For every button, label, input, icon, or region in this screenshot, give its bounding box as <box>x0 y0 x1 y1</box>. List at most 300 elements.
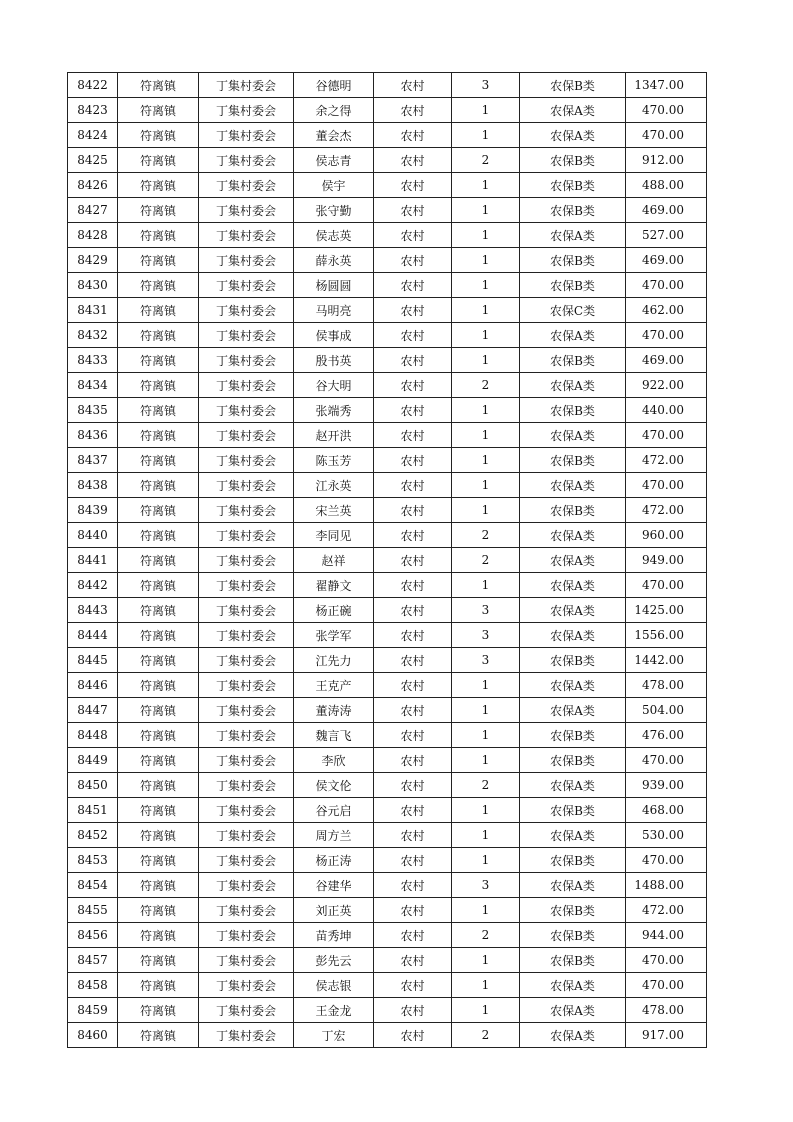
table-row <box>68 223 707 248</box>
town-cell: 符离镇 <box>118 398 199 423</box>
village-committee-cell: 丁集村委会 <box>199 623 294 648</box>
insurance-category-cell: 农保A类 <box>520 673 626 698</box>
name-cell: 薛永英 <box>294 248 374 273</box>
village-committee-cell: 丁集村委会 <box>199 398 294 423</box>
village-committee-cell: 丁集村委会 <box>199 998 294 1023</box>
amount-cell: 470.00 <box>626 748 707 773</box>
area-type-cell: 农村 <box>374 373 452 398</box>
insurance-category-cell: 农保B类 <box>520 248 626 273</box>
data-sheet <box>67 72 707 1048</box>
insurance-category-cell: 农保A类 <box>520 823 626 848</box>
area-type-cell: 农村 <box>374 948 452 973</box>
town-cell: 符离镇 <box>118 948 199 973</box>
area-type-cell: 农村 <box>374 773 452 798</box>
town-cell: 符离镇 <box>118 423 199 448</box>
name-cell: 彭先云 <box>294 948 374 973</box>
town-cell: 符离镇 <box>118 973 199 998</box>
row-id-cell: 8439 <box>68 498 118 523</box>
table-row <box>68 173 707 198</box>
insurance-category-cell: 农保B类 <box>520 198 626 223</box>
name-cell: 谷建华 <box>294 873 374 898</box>
row-id-cell: 8443 <box>68 598 118 623</box>
name-cell: 周方兰 <box>294 823 374 848</box>
table-body <box>68 73 707 1048</box>
village-committee-cell: 丁集村委会 <box>199 423 294 448</box>
amount-cell: 922.00 <box>626 373 707 398</box>
row-id-cell: 8432 <box>68 323 118 348</box>
name-cell: 魏言飞 <box>294 723 374 748</box>
area-type-cell: 农村 <box>374 748 452 773</box>
household-count-cell: 1 <box>452 98 520 123</box>
row-id-cell: 8430 <box>68 273 118 298</box>
household-count-cell: 1 <box>452 473 520 498</box>
household-count-cell: 1 <box>452 673 520 698</box>
household-count-cell: 1 <box>452 973 520 998</box>
table-row <box>68 298 707 323</box>
insurance-category-cell: 农保A类 <box>520 223 626 248</box>
area-type-cell: 农村 <box>374 448 452 473</box>
town-cell: 符离镇 <box>118 248 199 273</box>
household-count-cell: 3 <box>452 873 520 898</box>
area-type-cell: 农村 <box>374 823 452 848</box>
insurance-category-cell: 农保B类 <box>520 148 626 173</box>
village-committee-cell: 丁集村委会 <box>199 598 294 623</box>
insurance-category-cell: 农保A类 <box>520 123 626 148</box>
town-cell: 符离镇 <box>118 1023 199 1048</box>
household-count-cell: 1 <box>452 348 520 373</box>
amount-cell: 527.00 <box>626 223 707 248</box>
household-count-cell: 1 <box>452 948 520 973</box>
row-id-cell: 8451 <box>68 798 118 823</box>
table-row <box>68 1023 707 1048</box>
name-cell: 赵开洪 <box>294 423 374 448</box>
row-id-cell: 8445 <box>68 648 118 673</box>
town-cell: 符离镇 <box>118 273 199 298</box>
name-cell: 王克产 <box>294 673 374 698</box>
row-id-cell: 8425 <box>68 148 118 173</box>
town-cell: 符离镇 <box>118 898 199 923</box>
amount-cell: 462.00 <box>626 298 707 323</box>
village-committee-cell: 丁集村委会 <box>199 948 294 973</box>
village-committee-cell: 丁集村委会 <box>199 373 294 398</box>
village-committee-cell: 丁集村委会 <box>199 323 294 348</box>
household-count-cell: 1 <box>452 198 520 223</box>
insurance-category-cell: 农保B类 <box>520 848 626 873</box>
town-cell: 符离镇 <box>118 673 199 698</box>
table-row <box>68 373 707 398</box>
amount-cell: 1347.00 <box>626 73 707 98</box>
table-row <box>68 598 707 623</box>
insurance-category-cell: 农保A类 <box>520 623 626 648</box>
village-committee-cell: 丁集村委会 <box>199 1023 294 1048</box>
row-id-cell: 8437 <box>68 448 118 473</box>
town-cell: 符离镇 <box>118 998 199 1023</box>
row-id-cell: 8424 <box>68 123 118 148</box>
insurance-category-cell: 农保A类 <box>520 1023 626 1048</box>
household-count-cell: 1 <box>452 248 520 273</box>
village-committee-cell: 丁集村委会 <box>199 873 294 898</box>
household-count-cell: 1 <box>452 748 520 773</box>
area-type-cell: 农村 <box>374 123 452 148</box>
name-cell: 陈玉芳 <box>294 448 374 473</box>
area-type-cell: 农村 <box>374 298 452 323</box>
town-cell: 符离镇 <box>118 323 199 348</box>
amount-cell: 917.00 <box>626 1023 707 1048</box>
area-type-cell: 农村 <box>374 223 452 248</box>
town-cell: 符离镇 <box>118 773 199 798</box>
row-id-cell: 8428 <box>68 223 118 248</box>
amount-cell: 470.00 <box>626 848 707 873</box>
amount-cell: 912.00 <box>626 148 707 173</box>
insurance-category-cell: 农保A类 <box>520 698 626 723</box>
name-cell: 李欣 <box>294 748 374 773</box>
area-type-cell: 农村 <box>374 923 452 948</box>
table-row <box>68 473 707 498</box>
area-type-cell: 农村 <box>374 173 452 198</box>
table-row <box>68 973 707 998</box>
amount-cell: 960.00 <box>626 523 707 548</box>
row-id-cell: 8447 <box>68 698 118 723</box>
household-count-cell: 2 <box>452 523 520 548</box>
amount-cell: 504.00 <box>626 698 707 723</box>
amount-cell: 1488.00 <box>626 873 707 898</box>
household-count-cell: 1 <box>452 123 520 148</box>
row-id-cell: 8457 <box>68 948 118 973</box>
household-count-cell: 3 <box>452 623 520 648</box>
row-id-cell: 8456 <box>68 923 118 948</box>
village-committee-cell: 丁集村委会 <box>199 348 294 373</box>
insurance-category-cell: 农保B类 <box>520 798 626 823</box>
insurance-category-cell: 农保A类 <box>520 423 626 448</box>
name-cell: 杨圆圆 <box>294 273 374 298</box>
town-cell: 符离镇 <box>118 448 199 473</box>
town-cell: 符离镇 <box>118 573 199 598</box>
table-row <box>68 798 707 823</box>
town-cell: 符离镇 <box>118 748 199 773</box>
area-type-cell: 农村 <box>374 348 452 373</box>
town-cell: 符离镇 <box>118 298 199 323</box>
name-cell: 杨正碗 <box>294 598 374 623</box>
table-row <box>68 198 707 223</box>
name-cell: 谷大明 <box>294 373 374 398</box>
table-row <box>68 248 707 273</box>
area-type-cell: 农村 <box>374 248 452 273</box>
town-cell: 符离镇 <box>118 473 199 498</box>
insurance-category-cell: 农保B类 <box>520 723 626 748</box>
amount-cell: 469.00 <box>626 348 707 373</box>
household-count-cell: 1 <box>452 423 520 448</box>
name-cell: 张学军 <box>294 623 374 648</box>
table-row <box>68 623 707 648</box>
village-committee-cell: 丁集村委会 <box>199 973 294 998</box>
area-type-cell: 农村 <box>374 973 452 998</box>
area-type-cell: 农村 <box>374 623 452 648</box>
name-cell: 刘正英 <box>294 898 374 923</box>
village-committee-cell: 丁集村委会 <box>199 123 294 148</box>
name-cell: 董会杰 <box>294 123 374 148</box>
insurance-category-cell: 农保A类 <box>520 98 626 123</box>
area-type-cell: 农村 <box>374 798 452 823</box>
town-cell: 符离镇 <box>118 98 199 123</box>
area-type-cell: 农村 <box>374 98 452 123</box>
row-id-cell: 8429 <box>68 248 118 273</box>
village-committee-cell: 丁集村委会 <box>199 473 294 498</box>
table-row <box>68 273 707 298</box>
table-row <box>68 448 707 473</box>
name-cell: 殷书英 <box>294 348 374 373</box>
table-row <box>68 748 707 773</box>
name-cell: 翟静文 <box>294 573 374 598</box>
name-cell: 王金龙 <box>294 998 374 1023</box>
insurance-category-cell: 农保A类 <box>520 373 626 398</box>
insurance-category-cell: 农保B类 <box>520 948 626 973</box>
table-row <box>68 773 707 798</box>
household-count-cell: 1 <box>452 273 520 298</box>
amount-cell: 469.00 <box>626 248 707 273</box>
household-count-cell: 2 <box>452 548 520 573</box>
village-committee-cell: 丁集村委会 <box>199 148 294 173</box>
table-row <box>68 673 707 698</box>
insurance-category-cell: 农保B类 <box>520 923 626 948</box>
table-row <box>68 123 707 148</box>
row-id-cell: 8444 <box>68 623 118 648</box>
insurance-category-cell: 农保B类 <box>520 748 626 773</box>
town-cell: 符离镇 <box>118 623 199 648</box>
village-committee-cell: 丁集村委会 <box>199 698 294 723</box>
town-cell: 符离镇 <box>118 123 199 148</box>
amount-cell: 1556.00 <box>626 623 707 648</box>
area-type-cell: 农村 <box>374 1023 452 1048</box>
town-cell: 符离镇 <box>118 723 199 748</box>
area-type-cell: 农村 <box>374 148 452 173</box>
village-committee-cell: 丁集村委会 <box>199 498 294 523</box>
insurance-category-cell: 农保B类 <box>520 173 626 198</box>
table-row <box>68 498 707 523</box>
amount-cell: 472.00 <box>626 448 707 473</box>
row-id-cell: 8458 <box>68 973 118 998</box>
name-cell: 董涛涛 <box>294 698 374 723</box>
area-type-cell: 农村 <box>374 523 452 548</box>
table-row <box>68 548 707 573</box>
household-count-cell: 1 <box>452 898 520 923</box>
household-count-cell: 1 <box>452 998 520 1023</box>
village-committee-cell: 丁集村委会 <box>199 773 294 798</box>
town-cell: 符离镇 <box>118 373 199 398</box>
household-count-cell: 3 <box>452 648 520 673</box>
household-count-cell: 1 <box>452 448 520 473</box>
household-count-cell: 3 <box>452 73 520 98</box>
town-cell: 符离镇 <box>118 648 199 673</box>
table-row <box>68 823 707 848</box>
village-committee-cell: 丁集村委会 <box>199 748 294 773</box>
village-committee-cell: 丁集村委会 <box>199 548 294 573</box>
area-type-cell: 农村 <box>374 498 452 523</box>
name-cell: 杨正涛 <box>294 848 374 873</box>
name-cell: 江先力 <box>294 648 374 673</box>
table-row <box>68 73 707 98</box>
area-type-cell: 农村 <box>374 473 452 498</box>
amount-cell: 468.00 <box>626 798 707 823</box>
row-id-cell: 8433 <box>68 348 118 373</box>
village-committee-cell: 丁集村委会 <box>199 648 294 673</box>
insurance-category-cell: 农保A类 <box>520 523 626 548</box>
amount-cell: 470.00 <box>626 573 707 598</box>
village-committee-cell: 丁集村委会 <box>199 73 294 98</box>
name-cell: 谷德明 <box>294 73 374 98</box>
town-cell: 符离镇 <box>118 348 199 373</box>
insurance-category-cell: 农保B类 <box>520 898 626 923</box>
row-id-cell: 8441 <box>68 548 118 573</box>
area-type-cell: 农村 <box>374 673 452 698</box>
amount-cell: 478.00 <box>626 998 707 1023</box>
insurance-category-cell: 农保A类 <box>520 973 626 998</box>
amount-cell: 470.00 <box>626 423 707 448</box>
amount-cell: 470.00 <box>626 973 707 998</box>
area-type-cell: 农村 <box>374 73 452 98</box>
area-type-cell: 农村 <box>374 698 452 723</box>
village-committee-cell: 丁集村委会 <box>199 173 294 198</box>
village-committee-cell: 丁集村委会 <box>199 823 294 848</box>
name-cell: 丁宏 <box>294 1023 374 1048</box>
table-row <box>68 523 707 548</box>
insurance-category-cell: 农保A类 <box>520 773 626 798</box>
village-committee-cell: 丁集村委会 <box>199 248 294 273</box>
table-row <box>68 98 707 123</box>
amount-cell: 949.00 <box>626 548 707 573</box>
household-count-cell: 1 <box>452 173 520 198</box>
town-cell: 符离镇 <box>118 223 199 248</box>
insurance-category-cell: 农保A类 <box>520 598 626 623</box>
insurance-category-cell: 农保B类 <box>520 398 626 423</box>
amount-cell: 944.00 <box>626 923 707 948</box>
amount-cell: 472.00 <box>626 898 707 923</box>
village-committee-cell: 丁集村委会 <box>199 523 294 548</box>
table-row <box>68 573 707 598</box>
town-cell: 符离镇 <box>118 498 199 523</box>
area-type-cell: 农村 <box>374 873 452 898</box>
name-cell: 侯志英 <box>294 223 374 248</box>
household-count-cell: 1 <box>452 698 520 723</box>
table-row <box>68 898 707 923</box>
insurance-category-cell: 农保A类 <box>520 873 626 898</box>
household-count-cell: 1 <box>452 223 520 248</box>
name-cell: 宋兰英 <box>294 498 374 523</box>
name-cell: 苗秀坤 <box>294 923 374 948</box>
amount-cell: 470.00 <box>626 123 707 148</box>
row-id-cell: 8422 <box>68 73 118 98</box>
row-id-cell: 8449 <box>68 748 118 773</box>
amount-cell: 470.00 <box>626 948 707 973</box>
row-id-cell: 8453 <box>68 848 118 873</box>
table-row <box>68 948 707 973</box>
town-cell: 符离镇 <box>118 198 199 223</box>
town-cell: 符离镇 <box>118 823 199 848</box>
household-count-cell: 2 <box>452 923 520 948</box>
town-cell: 符离镇 <box>118 873 199 898</box>
row-id-cell: 8431 <box>68 298 118 323</box>
amount-cell: 1425.00 <box>626 598 707 623</box>
table-row <box>68 348 707 373</box>
village-committee-cell: 丁集村委会 <box>199 448 294 473</box>
insurance-category-cell: 农保B类 <box>520 348 626 373</box>
insurance-category-cell: 农保A类 <box>520 573 626 598</box>
row-id-cell: 8454 <box>68 873 118 898</box>
table-row <box>68 923 707 948</box>
village-committee-cell: 丁集村委会 <box>199 98 294 123</box>
row-id-cell: 8426 <box>68 173 118 198</box>
insurance-category-cell: 农保B类 <box>520 273 626 298</box>
records-table <box>67 72 707 1048</box>
row-id-cell: 8452 <box>68 823 118 848</box>
insurance-category-cell: 农保A类 <box>520 998 626 1023</box>
village-committee-cell: 丁集村委会 <box>199 223 294 248</box>
name-cell: 谷元启 <box>294 798 374 823</box>
row-id-cell: 8455 <box>68 898 118 923</box>
amount-cell: 470.00 <box>626 473 707 498</box>
area-type-cell: 农村 <box>374 423 452 448</box>
town-cell: 符离镇 <box>118 698 199 723</box>
row-id-cell: 8438 <box>68 473 118 498</box>
area-type-cell: 农村 <box>374 648 452 673</box>
village-committee-cell: 丁集村委会 <box>199 673 294 698</box>
village-committee-cell: 丁集村委会 <box>199 573 294 598</box>
household-count-cell: 2 <box>452 148 520 173</box>
amount-cell: 470.00 <box>626 98 707 123</box>
area-type-cell: 农村 <box>374 323 452 348</box>
area-type-cell: 农村 <box>374 848 452 873</box>
area-type-cell: 农村 <box>374 998 452 1023</box>
insurance-category-cell: 农保B类 <box>520 73 626 98</box>
town-cell: 符离镇 <box>118 173 199 198</box>
row-id-cell: 8450 <box>68 773 118 798</box>
amount-cell: 1442.00 <box>626 648 707 673</box>
amount-cell: 469.00 <box>626 198 707 223</box>
village-committee-cell: 丁集村委会 <box>199 923 294 948</box>
amount-cell: 472.00 <box>626 498 707 523</box>
amount-cell: 476.00 <box>626 723 707 748</box>
household-count-cell: 1 <box>452 848 520 873</box>
name-cell: 余之得 <box>294 98 374 123</box>
insurance-category-cell: 农保B类 <box>520 498 626 523</box>
row-id-cell: 8427 <box>68 198 118 223</box>
village-committee-cell: 丁集村委会 <box>199 723 294 748</box>
village-committee-cell: 丁集村委会 <box>199 298 294 323</box>
town-cell: 符离镇 <box>118 148 199 173</box>
row-id-cell: 8448 <box>68 723 118 748</box>
name-cell: 侯志青 <box>294 148 374 173</box>
village-committee-cell: 丁集村委会 <box>199 898 294 923</box>
amount-cell: 530.00 <box>626 823 707 848</box>
row-id-cell: 8423 <box>68 98 118 123</box>
name-cell: 侯宇 <box>294 173 374 198</box>
area-type-cell: 农村 <box>374 573 452 598</box>
town-cell: 符离镇 <box>118 523 199 548</box>
table-row <box>68 723 707 748</box>
town-cell: 符离镇 <box>118 848 199 873</box>
name-cell: 赵祥 <box>294 548 374 573</box>
row-id-cell: 8440 <box>68 523 118 548</box>
table-row <box>68 398 707 423</box>
row-id-cell: 8459 <box>68 998 118 1023</box>
insurance-category-cell: 农保B类 <box>520 648 626 673</box>
household-count-cell: 3 <box>452 598 520 623</box>
village-committee-cell: 丁集村委会 <box>199 198 294 223</box>
household-count-cell: 1 <box>452 298 520 323</box>
table-row <box>68 698 707 723</box>
name-cell: 江永英 <box>294 473 374 498</box>
amount-cell: 440.00 <box>626 398 707 423</box>
amount-cell: 939.00 <box>626 773 707 798</box>
